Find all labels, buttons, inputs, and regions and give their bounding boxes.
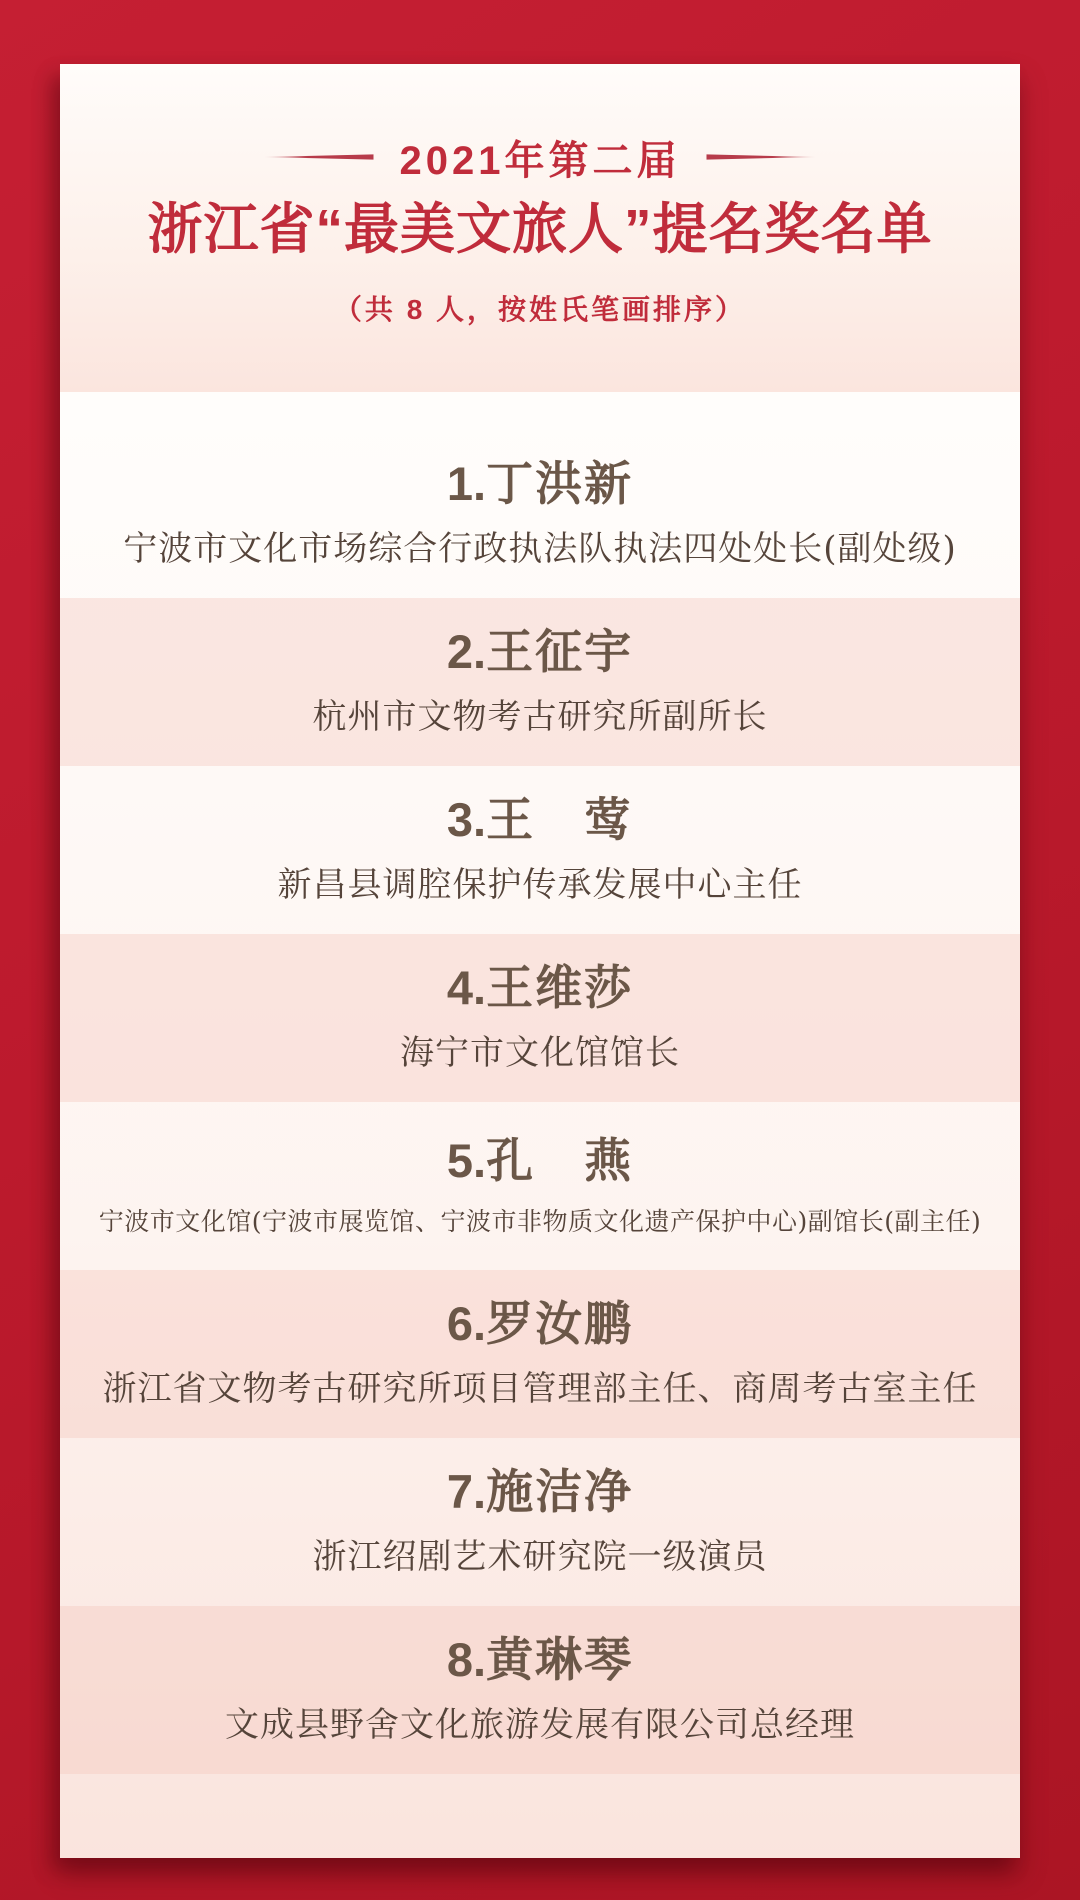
nominee-name [447,1634,633,1686]
nominee-title: 文成县野舍文化旅游发展有限公司总经理 [225,1705,855,1746]
nominee-title: 浙江省文物考古研究所项目管理部主任、商周考古室主任 [102,1369,978,1410]
nominee-name-text: 王征宇 [486,624,634,678]
nominee-title: 杭州市文物考古研究所副所长 [312,697,768,738]
nominee-name-text: 黄琳琴 [486,1632,634,1686]
nominee-number: 1. [446,456,487,510]
poster-card [60,64,1020,1858]
wavy-divider [60,392,1020,414]
nominee-title: 新昌县调腔保护传承发展中心主任 [277,865,803,906]
edition-row [60,134,1020,183]
nominee-number: 5. [446,1134,487,1188]
subtitle: （共 8 人，按姓氏笔画排序） [333,294,747,325]
nominee-number: 3. [446,792,487,846]
nominee-name [447,1135,633,1187]
nominee-name [447,1298,633,1350]
nominee-name [447,626,633,678]
nominee-row [60,1270,1020,1438]
nominee-name-text: 丁洪新 [486,456,634,510]
nominee-title: 宁波市文化市场综合行政执法队执法四处处长(副处级) [123,529,957,570]
nominee-name-text: 孔 燕 [486,1134,634,1188]
nominee-title: 浙江绍剧艺术研究院一级演员 [312,1537,768,1578]
nominee-number: 2. [446,624,487,678]
nominee-row [60,430,1020,598]
nominee-row [60,1438,1020,1606]
nominee-number: 6. [446,1296,487,1350]
right-dash-ornament [706,154,816,160]
nominee-name-text: 施洁净 [486,1464,634,1518]
nominee-row [60,766,1020,934]
nominee-title: 宁波市文化馆(宁波市展览馆、宁波市非物质文化遗产保护中心)副馆长(副主任) [98,1206,982,1236]
nominee-name-text: 王 莺 [486,792,634,846]
nominee-name [447,458,633,510]
page-title: 浙江省“最美文旅人”提名奖名单 [147,198,933,260]
nominee-row [60,598,1020,766]
nominee-number: 7. [446,1464,487,1518]
nominee-row [60,1102,1020,1270]
nominee-name [447,962,633,1014]
nominee-name [447,794,633,846]
nominee-row [60,1606,1020,1774]
poster-header [60,64,1020,392]
nominee-title: 海宁市文化馆馆长 [400,1033,680,1074]
nominee-number: 4. [446,960,487,1014]
nominee-list [60,414,1020,1858]
nominee-name [447,1466,633,1518]
nominee-name-text: 王维莎 [486,960,634,1014]
left-dash-ornament [264,154,374,160]
edition-title: 2021年第二届 [399,138,681,183]
nominee-row [60,934,1020,1102]
nominee-name-text: 罗汝鹏 [486,1296,634,1350]
nominee-number: 8. [446,1632,487,1686]
